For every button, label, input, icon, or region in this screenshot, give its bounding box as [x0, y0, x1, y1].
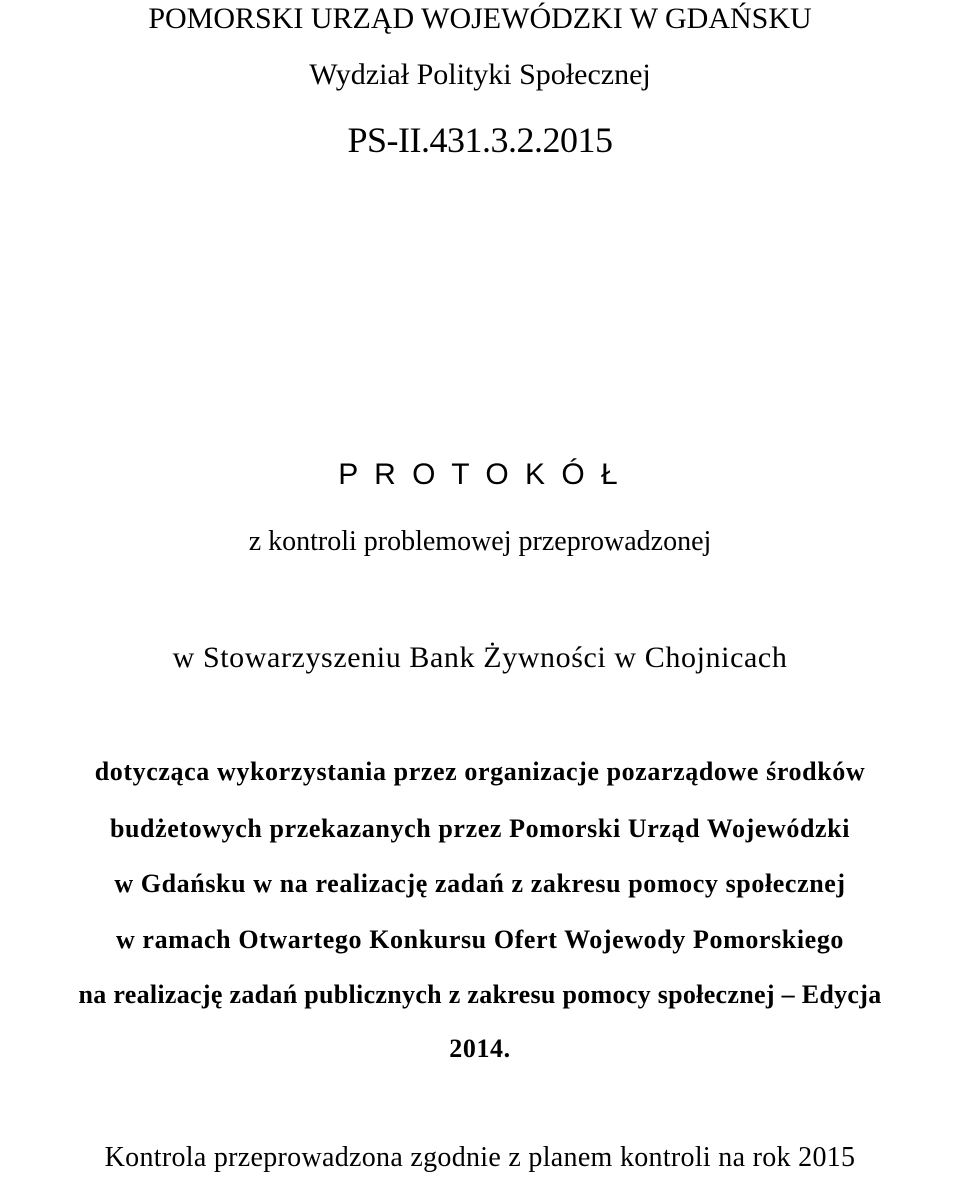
control-plan-note: Kontrola przeprowadzona zgodnie z planem kontroli na rok 2015	[104, 1142, 856, 1173]
description-line: na realizację zadań publicznych z zakresu pomocy społecznej – Edycja	[78, 980, 882, 1009]
description-line: 2014.	[449, 1034, 511, 1063]
inspected-entity: w Stowarzyszeniu Bank Żywności w Chojnicach	[172, 641, 788, 674]
document-title: P R O T O K Ó Ł	[338, 458, 622, 491]
document-subtitle: z kontroli problemowej przeprowadzonej	[248, 526, 712, 557]
description-line: dotycząca wykorzystania przez organizacje pozarządowe środków	[94, 757, 866, 786]
department-heading: Wydział Polityki Społecznej	[309, 58, 651, 91]
description-line: w Gdańsku w na realizację zadań z zakresu pomocy społecznej	[114, 869, 846, 898]
description-line: w ramach Otwartego Konkursu Ofert Wojewody Pomorskiego	[115, 925, 845, 954]
description-line: budżetowych przekazanych przez Pomorski Urząd Wojewódzki	[109, 814, 851, 843]
reference-number: PS-II.431.3.2.2015	[347, 120, 613, 160]
office-heading: POMORSKI URZĄD WOJEWÓDZKI W GDAŃSKU	[148, 2, 812, 35]
